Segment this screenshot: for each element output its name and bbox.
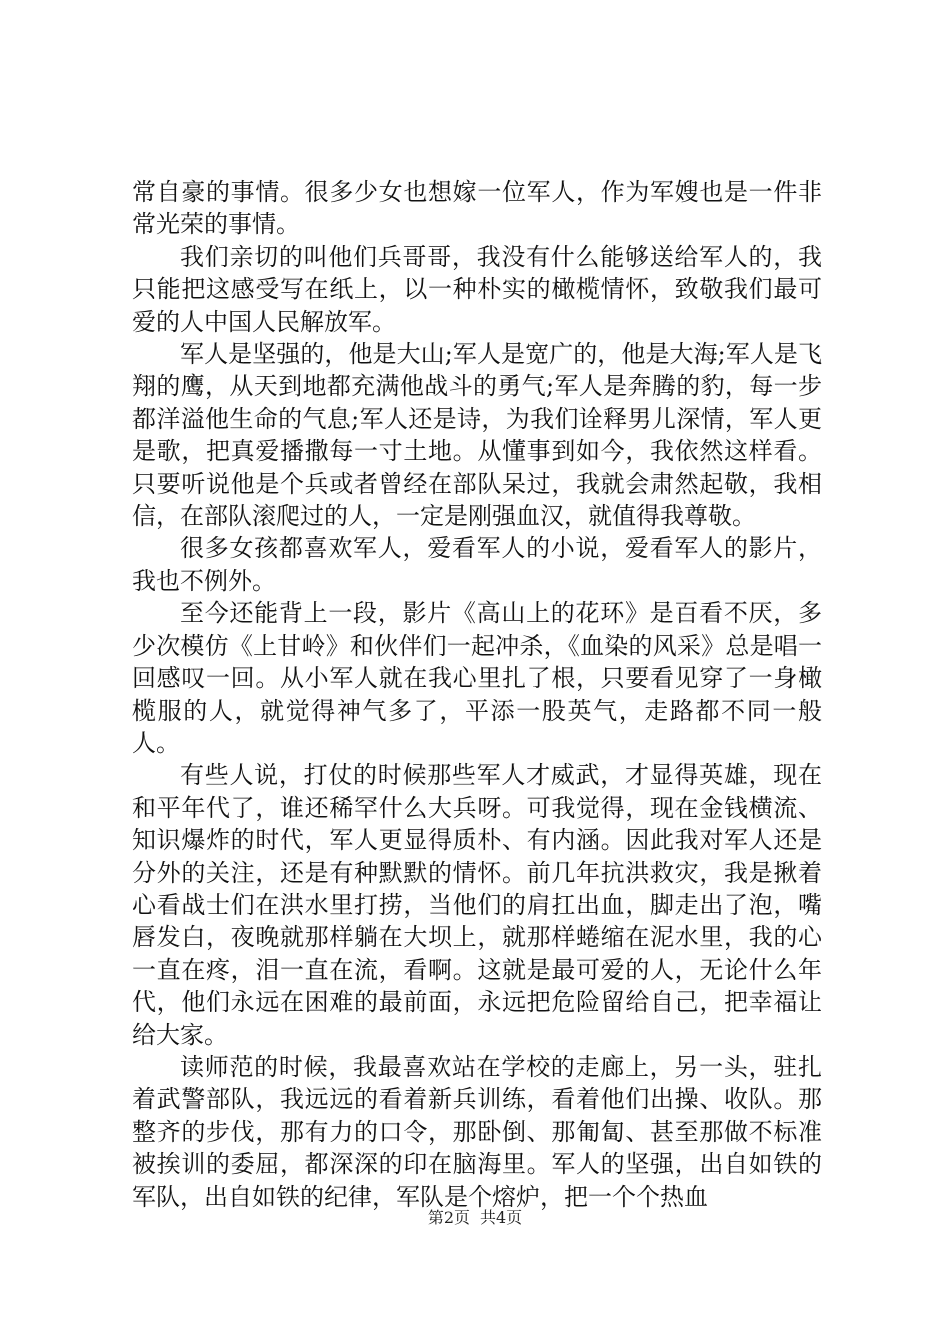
paragraph-2: 我们亲切的叫他们兵哥哥，我没有什么能够送给军人的，我只能把这感受写在纸上，以一种朴实的橄榄情怀，致敬我们最可爱的人中国人民解放军。: [132, 242, 822, 336]
page-number: 第2页: [427, 1208, 470, 1227]
page-total: 共4页: [480, 1208, 523, 1227]
paragraph-1: 常自豪的事情。很多少女也想嫁一位军人，作为军嫂也是一件非常光荣的事情。: [132, 178, 822, 239]
paragraph-6: 有些人说，打仗的时候那些军人才威武，才显得英雄，现在和平年代了，谁还稀罕什么大兵呀。可我觉得，现在金钱横流、知识爆炸的时代，军人更显得质朴、有内涵。因此我对军人还是分外的关注，还是有种默默的情怀。前几年抗洪救灾，我是揪着心看战士们在洪水里打捞，当他们的肩扛出血，脚走出了泡，嘴唇发白，夜晚就那样躺在大坝上，就那样蜷缩在泥水里，我的心一直在疼，泪一直在流，看啊。这就是最可爱的人，无论什么年代，他们永远在困难的最前面，永远把危险留给自己，把幸福让给大家。: [132, 761, 822, 1049]
paragraph-3: 军人是坚强的，他是大山;军人是宽广的，他是大海;军人是飞翔的鹰，从天到地都充满他战斗的勇气;军人是奔腾的豹，每一步都洋溢他生命的气息;军人还是诗，为我们诠释男儿深情，军人更是歌，把真爱播撒每一寸土地。从懂事到如今，我依然这样看。只要听说他是个兵或者曾经在部队呆过，我就会肃然起敬，我相信，在部队滚爬过的人，一定是刚强血汉，就值得我尊敬。: [132, 340, 822, 531]
document-body: [132, 176, 822, 1213]
page-footer: [0, 1208, 950, 1228]
paragraph-5: 至今还能背上一段，影片《高山上的花环》是百看不厌，多少次模仿《上甘岭》和伙伴们一起冲杀，《血染的风采》总是唱一回感叹一回。从小军人就在我心里扎了根，只要看见穿了一身橄榄服的人，就觉得神气多了，平添一股英气，走路都不同一般人。: [132, 599, 822, 757]
paragraph-4: 很多女孩都喜欢军人，爱看军人的小说，爱看军人的影片，我也不例外。: [132, 534, 822, 595]
paragraph-7: 读师范的时候，我最喜欢站在学校的走廊上，另一头，驻扎着武警部队，我远远的看着新兵训练，看着他们出操、收队。那整齐的步伐，那有力的口令，那卧倒、那匍匐、甚至那做不标准被挨训的委屈，都深深的印在脑海里。军人的坚强，出自如铁的军队，出自如铁的纪律，军队是个熔炉，把一个个热血: [132, 1052, 822, 1211]
